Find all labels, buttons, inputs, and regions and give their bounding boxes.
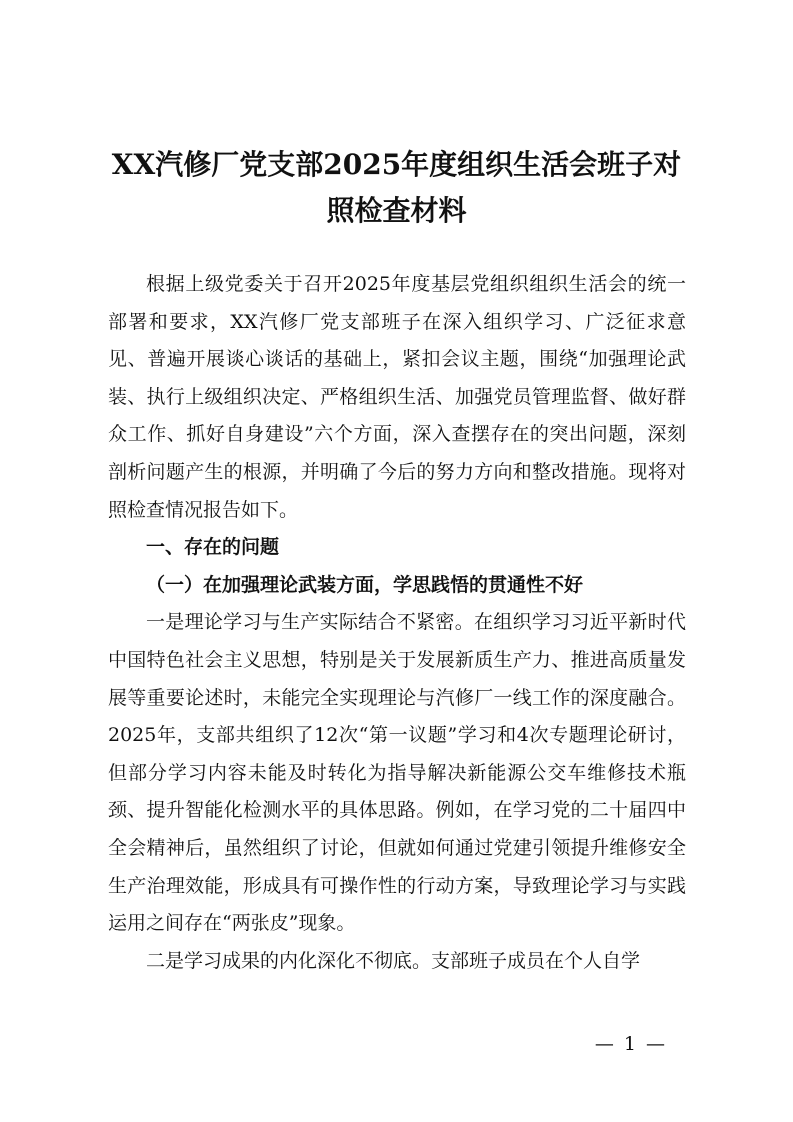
document-title — [100, 142, 693, 234]
document-body — [108, 266, 686, 980]
item-1-text: 理论学习与生产实际结合不紧密。在组织学习习近平新时代中国特色社会主义思想，特别是关于发展新质生产力、推进高质量发展等重要论述时，未能完全实现理论与汽修厂一线工作的深度融合。2025年，支部共组织了12次“第一议题”学习和4次专题理论研讨，但部分学习内容未能及时转化为指导解决新能源公交车维修技术瓶颈、提升智能化检测水平的具体思路。例如，在学习党的二十届四中全会精神后，虽然组织了讨论，但就如何通过党建引领提升维修安全生产治理效能，形成具有可操作性的行动方案，导致理论学习与实践运用之间存在“两张皮”现象。 — [108, 611, 686, 935]
item-1-lead: 一是 — [146, 611, 185, 634]
section-heading-problems: 一、存在的问题 — [146, 536, 280, 559]
item-paragraph-2 — [108, 943, 686, 981]
item-2-lead: 二是 — [146, 949, 185, 972]
item-paragraph-1 — [108, 604, 686, 942]
subsection-heading-theory: （一）在加强理论武装方面，学思践悟的贯通性不好 — [146, 573, 584, 596]
intro-paragraph: 根据上级党委关于召开2025年度基层党组织组织生活会的统一部署和要求，XX汽修厂党支部班子在深入组织学习、广泛征求意见、普遍开展谈心谈话的基础上，紧扣会议主题，围绕“加强理论武装、执行上级组织决定、严格组织生活、加强党员管理监督、做好群众工作、抓好自身建设”六个方面，深入查摆存在的突出问题，深刻剖析问题产生的根源，并明确了今后的努力方向和整改措施。现将对照检查情况报告如下。 — [108, 273, 686, 521]
item-2-text: 学习成果的内化深化不彻底。支部班子成员在个人自学 — [184, 949, 641, 972]
title-line-1: XX汽修厂党支部2025年度组织生活会班子对 — [111, 148, 682, 181]
page-number: — 1 — — [594, 1033, 667, 1055]
title-line-2: 照检查材料 — [326, 194, 467, 227]
